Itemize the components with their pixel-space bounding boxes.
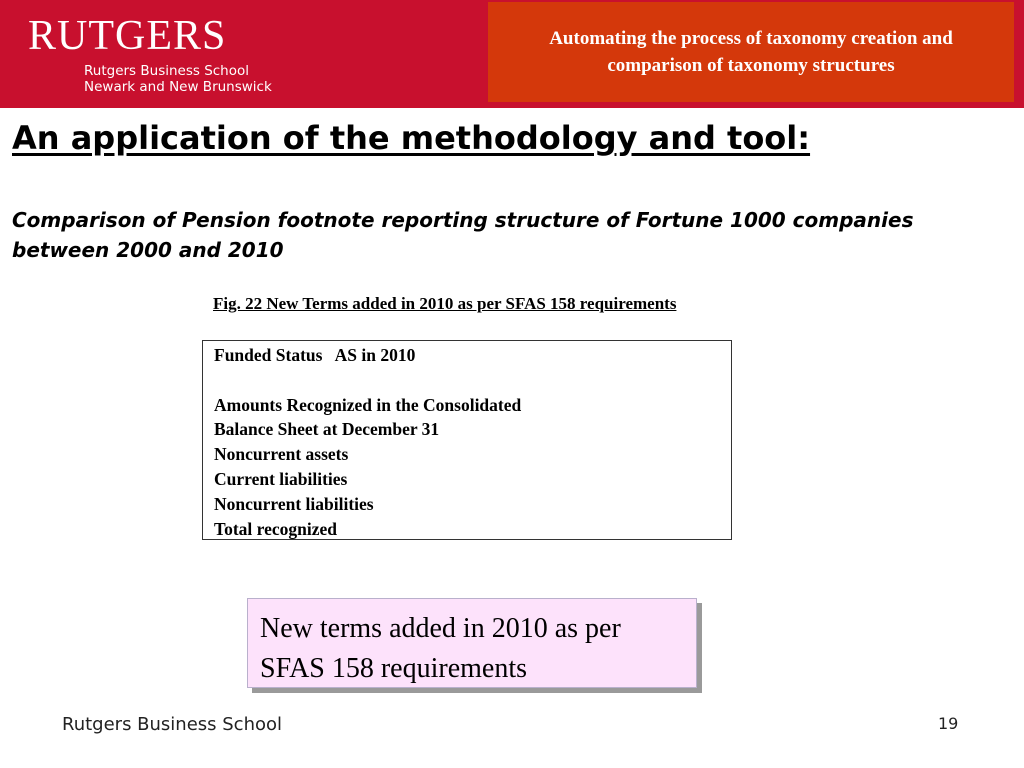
figure-line: Total recognized [214, 518, 337, 539]
header-band [0, 0, 1024, 108]
slide-page-number: 19 [938, 714, 959, 733]
note-callout: New terms added in 2010 as per SFAS 158 requirements [247, 598, 697, 688]
rutgers-logo [28, 12, 448, 102]
slide-subheading: Comparison of Pension footnote reporting structure of Fortune 1000 companies between 2000 and 2010 [12, 208, 914, 262]
presentation-title-box [488, 2, 1014, 102]
figure-line: Funded Status AS in 2010 [214, 345, 416, 365]
presentation-title: Automating the process of taxonomy creation and comparison of taxonomy structures [549, 28, 953, 76]
figure-line: Noncurrent assets [214, 444, 349, 465]
figure-line: Balance Sheet at December 31 [214, 419, 440, 440]
header-divider [0, 108, 1024, 110]
figure-line: Current liabilities [214, 468, 348, 489]
slide-heading: An application of the methodology and tool: [12, 119, 811, 157]
figure-terms-box [202, 340, 732, 540]
logo-subtitle-line2: Newark and New Brunswick [84, 79, 272, 95]
figure-line: Amounts Recognized in the Consolidated [214, 394, 522, 415]
logo-wordmark: RUTGERS [28, 13, 227, 59]
footer-school-name: Rutgers Business School [62, 714, 283, 735]
figure-caption-text: Fig. 22 New Terms added in 2010 as per SFAS 158 requirements [213, 294, 677, 313]
figure-spacer [214, 368, 731, 393]
figure-line: Noncurrent liabilities [214, 493, 374, 514]
figure-caption [213, 292, 733, 316]
logo-subtitle-line1: Rutgers Business School [84, 63, 250, 79]
